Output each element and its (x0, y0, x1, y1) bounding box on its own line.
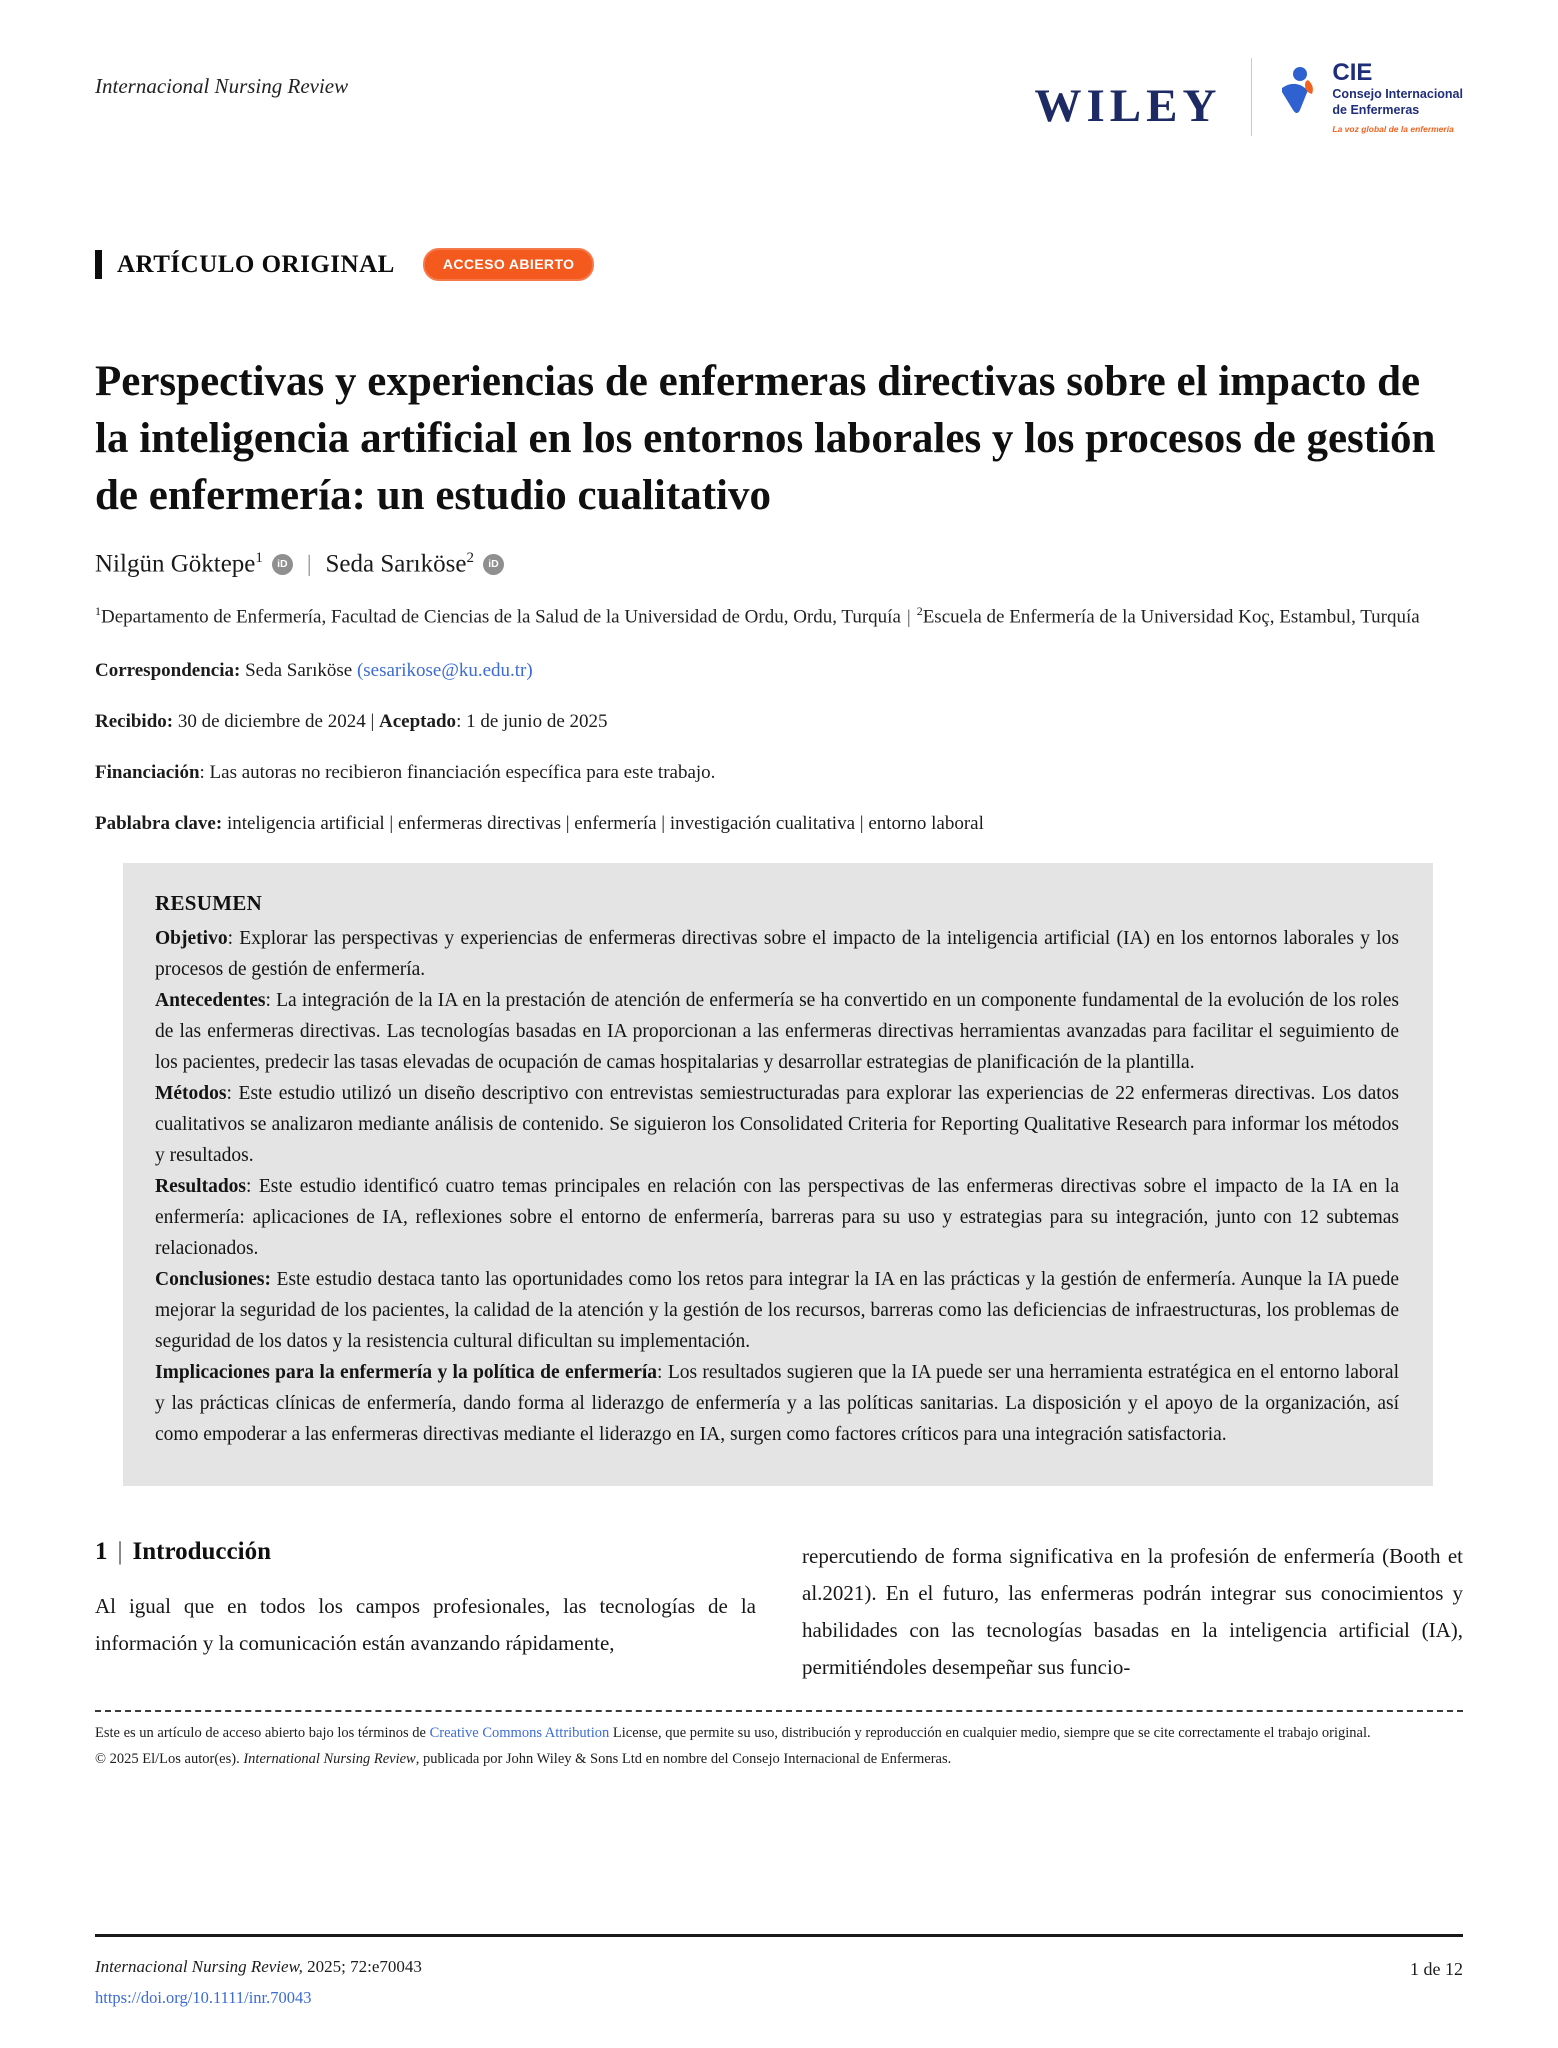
affiliations (95, 598, 1463, 630)
author-1 (95, 550, 263, 578)
article-meta (95, 659, 1463, 836)
abstract-box (123, 863, 1433, 1486)
author-divider: | (306, 551, 312, 577)
intro-right-paragraph: repercutiendo de forma significativa en la profesión de enfermería (Booth et al.2021). En el futuro, las enfermeras podrán integrar sus conocimientos y habilidades con las tecnologías basadas en la inteligencia artificial (IA), permitiéndoles desempeñar sus funcio- (802, 1543, 1463, 1679)
correspondence-email-link[interactable]: (sesarikose@ku.edu.tr) (356, 659, 533, 681)
affiliation-divider: | (906, 606, 911, 628)
wiley-logo: WILEY (1034, 79, 1222, 132)
footer-rule (95, 1934, 1463, 1937)
author-list (95, 550, 1463, 578)
affiliation-1-sup: 1 (95, 604, 101, 619)
abstract-implications-text: : Los resultados sugieren que la IA puede ser una herramienta estratégica en el entorno laboral y las prácticas clínicas de enfermería, dando forma al liderazgo de enfermería y a las políticas sanitarias. La disposición y el apoyo de la organización, así como empoderar a las enfermeras directivas mediante el liderazgo en IA, surgen como factores críticos para una integración satisfactoria. (155, 1361, 1399, 1445)
abstract-background-label: Antecedentes (155, 989, 266, 1011)
intro-left-column (95, 1538, 756, 1686)
abstract-conclusions-label: Conclusiones: (155, 1268, 271, 1290)
abstract-objective (155, 923, 1399, 985)
author-1-sup: 1 (255, 550, 263, 566)
copyright-journal: International Nursing Review (243, 1750, 416, 1767)
citation-rest: 2025; 72:e70043 (302, 1957, 422, 1976)
abstract-implications-label: Implicaciones para la enfermería y la política de enfermería (155, 1361, 658, 1383)
affiliation-2-sup: 2 (916, 604, 923, 619)
license-footnote (95, 1710, 1463, 1771)
correspondence-label: Correspondencia: (95, 659, 241, 681)
abstract-methods (155, 1078, 1399, 1171)
intro-heading (95, 1538, 756, 1566)
dates-line (95, 710, 1463, 734)
intro-heading-text: Introducción (132, 1537, 271, 1565)
author-2-sup: 2 (466, 550, 474, 566)
cie-logo (1278, 60, 1463, 134)
orcid-icon[interactable]: iD (483, 554, 504, 575)
abstract-background-text: : La integración de la IA en la prestación de atención de enfermería se ha convertido en un componente fundamental de la evolución de los roles de las enfermeras directivas. Las tecnologías basadas en IA proporcionan a las enfermeras directivas herramientas avanzadas para facilitar el seguimiento de los pacientes, predecir las tasas elevadas de ocupación de camas hospitalarias y desarrollar estrategias de planificación de la plantilla. (155, 989, 1399, 1073)
abstract-methods-label: Métodos (155, 1082, 227, 1104)
intro-heading-divider: | (117, 1537, 123, 1565)
abstract-objective-text: : Explorar las perspectivas y experiencias de enfermeras directivas sobre el impacto de la inteligencia artificial (IA) en los entornos laborales y los procesos de gestión de enfermería. (155, 927, 1399, 980)
intro-right-column (802, 1538, 1463, 1686)
accepted-label: Aceptado (379, 710, 457, 732)
cie-name (1332, 87, 1463, 118)
creative-commons-link[interactable]: Creative Commons Attribution (429, 1724, 610, 1741)
keywords-line (95, 812, 1463, 836)
keywords-label: Pablabra clave: (95, 812, 223, 834)
cie-acronym: CIE (1332, 58, 1373, 86)
abstract-results-label: Resultados (155, 1175, 247, 1197)
footer-citation-block (95, 1957, 422, 2008)
license-pre: Este es un artículo de acceso abierto bajo los términos de (95, 1724, 430, 1741)
copyright-line (95, 1748, 1463, 1771)
received-label: Recibido: (95, 710, 174, 732)
open-access-badge: ACCESO ABIERTO (423, 248, 595, 281)
article-type-label: ARTÍCULO ORIGINAL (117, 250, 395, 278)
doi-link[interactable]: https://doi.org/10.1111/inr.70043 (95, 1988, 312, 2007)
cie-text (1332, 60, 1463, 134)
accepted-date: : 1 de junio de 2025 (456, 710, 608, 732)
intro-left-paragraph: Al igual que en todos los campos profesionales, las tecnologías de la información y la comunicación están avanzando rápidamente, (95, 1593, 756, 1655)
publisher-logos (1034, 58, 1463, 136)
journal-header: Internacional Nursing Review (95, 74, 349, 98)
abstract-implications (155, 1357, 1399, 1450)
abstract-results-text: : Este estudio identificó cuatro temas principales en relación con las perspectivas de las enfermeras directivas sobre el impacto de la IA en la enfermería: aplicaciones de IA, reflexiones sobre el entorno de enfermería, barreras para su uso y estrategias para su integración, junto con 12 subtemas relacionados. (155, 1175, 1399, 1259)
correspondence-line (95, 659, 1463, 683)
keywords-text: inteligencia artificial | enfermeras directivas | enfermería | investigación cualitativa | entorno laboral (222, 812, 984, 834)
abstract-heading: RESUMEN (155, 890, 263, 915)
received-date: 30 de diciembre de 2024 | (173, 710, 379, 732)
abstract-conclusions-text: Este estudio destaca tanto las oportunidades como los retos para integrar la IA en las prácticas y la gestión de enfermería. Aunque la IA puede mejorar la seguridad de los pacientes, la calidad de la atención y la gestión de los recursos, barreras como las deficiencias de infraestructuras, los problemas de seguridad de los datos y la resistencia cultural dificultan su implementación. (155, 1268, 1399, 1352)
cie-name-line1: Consejo Internacional (1332, 86, 1463, 101)
abstract-conclusions (155, 1264, 1399, 1357)
article-type-row (95, 248, 1463, 281)
correspondence-name: Seda Sarıköse (240, 659, 357, 681)
journal-citation (95, 1957, 422, 1977)
logo-divider (1251, 58, 1252, 136)
author-1-name: Nilgün Göktepe (95, 550, 256, 578)
cie-logo-icon (1278, 66, 1322, 124)
funding-text: : Las autoras no recibieron financiación específica para este trabajo. (199, 761, 716, 783)
affiliation-2-text: Escuela de Enfermería de la Universidad Koç, Estambul, Turquía (922, 606, 1420, 628)
type-bar-icon (95, 250, 102, 279)
copyright-post: , publicada por John Wiley & Sons Ltd en nombre del Consejo Internacional de Enfermeras. (415, 1750, 952, 1767)
abstract-background (155, 985, 1399, 1078)
abstract-methods-text: : Este estudio utilizó un diseño descriptivo con entrevistas semiestructuradas para explorar las experiencias de 22 enfermeras directivas. Los datos cualitativos se analizaron mediante análisis de contenido. Se siguieron los Consolidated Criteria for Reporting Qualitative Research para informar los métodos y resultados. (155, 1082, 1399, 1166)
orcid-icon[interactable]: iD (272, 554, 293, 575)
license-post: License, que permite su uso, distribución y reproducción en cualquier medio, siempre que se cite correctamente el trabajo original. (609, 1724, 1371, 1741)
cie-tagline: La voz global de la enfermería (1332, 124, 1454, 135)
page-number: 1 de 12 (1410, 1959, 1463, 1979)
footer-row (95, 1957, 1463, 2008)
masthead (95, 58, 1463, 136)
cie-name-line2: de Enfermeras (1332, 102, 1420, 117)
introduction-section (95, 1538, 1463, 1686)
author-2 (326, 550, 474, 578)
affiliation-1-text: Departamento de Enfermería, Facultad de Ciencias de la Salud de la Universidad de Ordu, Ordu, Turquía (101, 606, 901, 628)
copyright-pre: © 2025 El/Los autor(es). (95, 1750, 244, 1767)
license-text (95, 1722, 1463, 1745)
intro-heading-number: 1 (95, 1537, 108, 1565)
citation-journal: Internacional Nursing Review, (95, 1957, 303, 1976)
funding-label: Financiación (95, 761, 200, 783)
article-title: Perspectivas y experiencias de enfermeras directivas sobre el impacto de la inteligencia artificial en los entornos laborales y los procesos de gestión de enfermería: un estudio cualitativo (95, 358, 1436, 519)
abstract-objective-label: Objetivo (155, 927, 228, 949)
page-footer (95, 1934, 1463, 2008)
abstract-results (155, 1171, 1399, 1264)
author-2-name: Seda Sarıköse (325, 550, 467, 578)
funding-line (95, 761, 1463, 785)
